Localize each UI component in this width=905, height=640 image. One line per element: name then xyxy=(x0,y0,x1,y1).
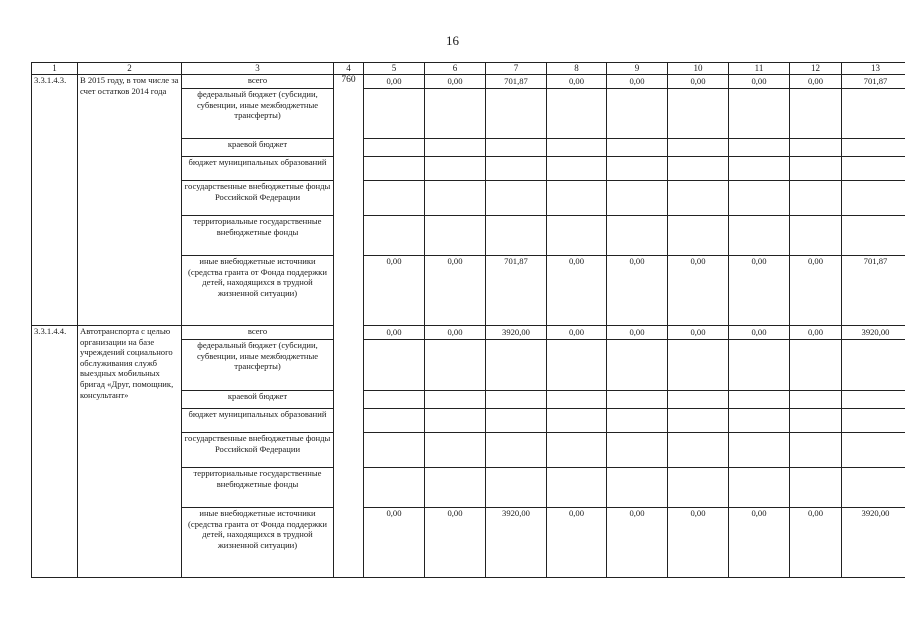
value-cell xyxy=(790,157,842,181)
value-cell xyxy=(790,433,842,468)
value-cell xyxy=(486,409,547,433)
value-cell xyxy=(790,216,842,256)
column-header: 6 xyxy=(425,63,486,75)
funding-source: федеральный бюджет (субсидии, субвенции, иные межбюджетные трансферты) xyxy=(182,89,334,139)
funding-source: всего xyxy=(182,326,334,340)
value-cell: 0,00 xyxy=(790,75,842,89)
value-cell: 0,00 xyxy=(547,256,607,326)
value-cell xyxy=(790,391,842,409)
value-cell xyxy=(668,139,729,157)
value-cell xyxy=(547,89,607,139)
value-cell xyxy=(425,181,486,216)
value-cell xyxy=(425,216,486,256)
value-cell xyxy=(425,409,486,433)
funding-source: территориальные государственные внебюджетные фонды xyxy=(182,468,334,508)
value-cell: 0,00 xyxy=(364,75,425,89)
value-cell xyxy=(607,181,668,216)
funding-source: иные внебюджетные источники (средства гранта от Фонда поддержки детей, находящихся в трудной жизненной ситуации) xyxy=(182,256,334,326)
value-cell xyxy=(425,340,486,391)
value-cell: 0,00 xyxy=(729,75,790,89)
value-cell: 0,00 xyxy=(425,326,486,340)
column-header: 10 xyxy=(668,63,729,75)
funding-source: государственные внебюджетные фонды Российской Федерации xyxy=(182,433,334,468)
value-cell: 0,00 xyxy=(668,256,729,326)
value-cell xyxy=(729,139,790,157)
value-cell xyxy=(790,468,842,508)
value-cell xyxy=(607,157,668,181)
value-cell: 0,00 xyxy=(668,326,729,340)
item-title: Автотранспорта с целью организации на базе учреждений социального обслуживания служб выездных мобильных бригад «Друг, помощник, консультант» xyxy=(78,326,182,578)
column-header: 8 xyxy=(547,63,607,75)
value-cell: 0,00 xyxy=(668,508,729,578)
value-cell xyxy=(729,409,790,433)
column-header: 12 xyxy=(790,63,842,75)
value-cell xyxy=(668,433,729,468)
value-cell xyxy=(842,468,905,508)
value-cell xyxy=(607,391,668,409)
value-cell xyxy=(547,216,607,256)
value-cell xyxy=(486,340,547,391)
value-cell xyxy=(607,468,668,508)
value-cell: 0,00 xyxy=(364,326,425,340)
value-cell xyxy=(607,139,668,157)
value-cell xyxy=(364,468,425,508)
value-cell xyxy=(547,157,607,181)
column-header: 9 xyxy=(607,63,668,75)
value-cell xyxy=(729,468,790,508)
column-header: 4 xyxy=(334,63,364,75)
value-cell: 0,00 xyxy=(425,256,486,326)
value-cell xyxy=(842,181,905,216)
value-cell: 0,00 xyxy=(364,508,425,578)
value-cell xyxy=(668,391,729,409)
value-cell xyxy=(364,340,425,391)
column-header: 5 xyxy=(364,63,425,75)
value-cell xyxy=(547,181,607,216)
value-cell xyxy=(842,157,905,181)
value-cell xyxy=(842,89,905,139)
value-cell xyxy=(729,433,790,468)
value-cell xyxy=(842,216,905,256)
value-cell: 0,00 xyxy=(729,508,790,578)
value-cell xyxy=(729,181,790,216)
value-cell: 3920,00 xyxy=(486,508,547,578)
funding-source: всего xyxy=(182,75,334,89)
value-cell xyxy=(668,89,729,139)
value-cell xyxy=(607,433,668,468)
value-cell xyxy=(668,157,729,181)
value-cell: 0,00 xyxy=(729,326,790,340)
value-cell xyxy=(486,391,547,409)
value-cell xyxy=(790,409,842,433)
value-cell xyxy=(842,391,905,409)
value-cell xyxy=(425,89,486,139)
value-cell xyxy=(425,157,486,181)
value-cell xyxy=(790,340,842,391)
column-header: 7 xyxy=(486,63,547,75)
table-body xyxy=(32,63,905,578)
item-code: 3.3.1.4.3. xyxy=(32,75,78,326)
funding-source: государственные внебюджетные фонды Российской Федерации xyxy=(182,181,334,216)
value-cell: 0,00 xyxy=(790,508,842,578)
value-cell xyxy=(364,433,425,468)
value-cell xyxy=(364,181,425,216)
budget-table xyxy=(31,62,905,578)
value-cell: 0,00 xyxy=(547,326,607,340)
value-cell xyxy=(607,89,668,139)
value-cell xyxy=(364,216,425,256)
value-cell: 0,00 xyxy=(425,508,486,578)
value-cell xyxy=(364,391,425,409)
value-cell xyxy=(486,139,547,157)
value-cell xyxy=(842,433,905,468)
funding-source: иные внебюджетные источники (средства гранта от Фонда поддержки детей, находящихся в трудной жизненной ситуации) xyxy=(182,508,334,578)
value-cell xyxy=(425,468,486,508)
value-cell xyxy=(364,409,425,433)
value-cell xyxy=(607,409,668,433)
value-cell xyxy=(547,468,607,508)
value-cell xyxy=(425,433,486,468)
value-cell: 0,00 xyxy=(607,508,668,578)
column-header: 1 xyxy=(32,63,78,75)
value-cell xyxy=(547,340,607,391)
value-cell: 0,00 xyxy=(668,75,729,89)
value-cell: 0,00 xyxy=(729,256,790,326)
value-cell xyxy=(486,181,547,216)
table-row xyxy=(32,326,905,340)
value-cell: 701,87 xyxy=(486,75,547,89)
value-cell xyxy=(364,89,425,139)
value-cell xyxy=(729,391,790,409)
funding-source: территориальные государственные внебюджетные фонды xyxy=(182,216,334,256)
value-cell: 0,00 xyxy=(425,75,486,89)
value-cell xyxy=(790,181,842,216)
column-header: 2 xyxy=(78,63,182,75)
value-cell: 0,00 xyxy=(607,256,668,326)
value-cell xyxy=(668,181,729,216)
value-cell: 0,00 xyxy=(790,256,842,326)
value-cell: 0,00 xyxy=(790,326,842,340)
value-cell: 0,00 xyxy=(607,75,668,89)
value-cell xyxy=(668,340,729,391)
column-header: 13 xyxy=(842,63,905,75)
value-cell: 701,87 xyxy=(842,256,905,326)
item-title: В 2015 году, в том числе за счет остатков 2014 года xyxy=(78,75,182,326)
item-code: 3.3.1.4.4. xyxy=(32,326,78,578)
value-cell: 3920,00 xyxy=(842,508,905,578)
value-cell: 701,87 xyxy=(486,256,547,326)
value-cell xyxy=(842,139,905,157)
value-cell xyxy=(486,89,547,139)
column-header: 11 xyxy=(729,63,790,75)
value-cell: 0,00 xyxy=(547,508,607,578)
value-cell xyxy=(729,89,790,139)
value-cell xyxy=(790,89,842,139)
value-cell xyxy=(547,433,607,468)
value-cell xyxy=(668,409,729,433)
value-cell xyxy=(729,340,790,391)
value-cell xyxy=(425,391,486,409)
value-cell xyxy=(364,157,425,181)
value-cell xyxy=(486,468,547,508)
value-cell: 0,00 xyxy=(364,256,425,326)
value-cell xyxy=(790,139,842,157)
group-code: 760 xyxy=(334,75,364,578)
value-cell xyxy=(842,409,905,433)
value-cell xyxy=(547,139,607,157)
header-row xyxy=(32,63,905,75)
value-cell xyxy=(842,340,905,391)
value-cell: 3920,00 xyxy=(486,326,547,340)
value-cell xyxy=(547,409,607,433)
value-cell: 0,00 xyxy=(547,75,607,89)
value-cell: 3920,00 xyxy=(842,326,905,340)
table-row xyxy=(32,75,905,89)
value-cell xyxy=(607,216,668,256)
page-number: 16 xyxy=(446,33,459,48)
value-cell: 701,87 xyxy=(842,75,905,89)
value-cell xyxy=(668,468,729,508)
funding-source: краевой бюджет xyxy=(182,391,334,409)
funding-source: бюджет муниципальных образований xyxy=(182,409,334,433)
value-cell xyxy=(486,433,547,468)
value-cell xyxy=(607,340,668,391)
value-cell xyxy=(364,139,425,157)
value-cell xyxy=(668,216,729,256)
funding-source: краевой бюджет xyxy=(182,139,334,157)
column-header: 3 xyxy=(182,63,334,75)
value-cell xyxy=(425,139,486,157)
funding-source: бюджет муниципальных образований xyxy=(182,157,334,181)
value-cell xyxy=(486,216,547,256)
value-cell xyxy=(729,216,790,256)
funding-source: федеральный бюджет (субсидии, субвенции, иные межбюджетные трансферты) xyxy=(182,340,334,391)
value-cell xyxy=(486,157,547,181)
value-cell xyxy=(547,391,607,409)
value-cell: 0,00 xyxy=(607,326,668,340)
value-cell xyxy=(729,157,790,181)
